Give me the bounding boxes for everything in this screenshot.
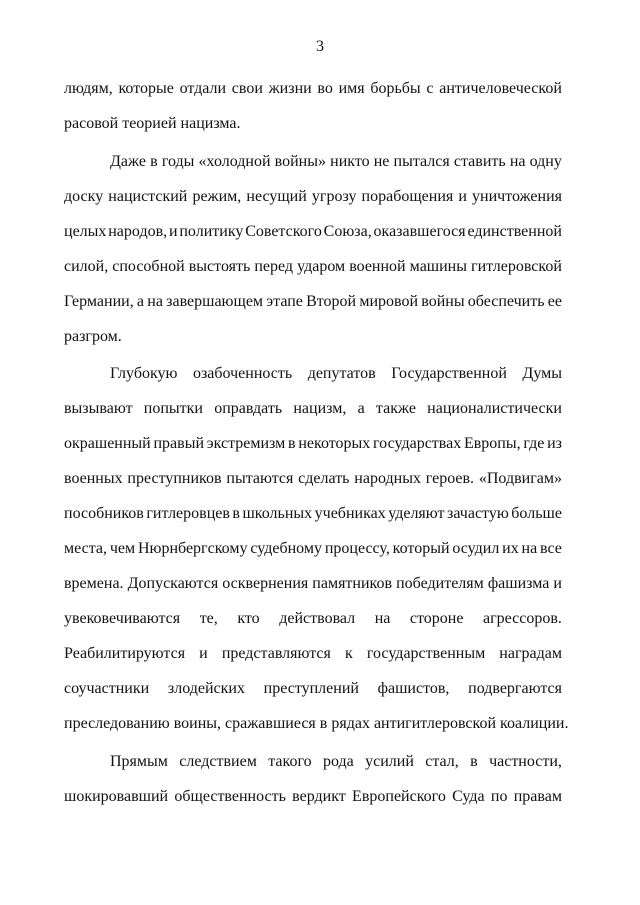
- word: уничтожения: [472, 188, 562, 205]
- text-line: [64, 399, 562, 419]
- word: злодейских: [167, 680, 245, 697]
- word: также: [375, 400, 416, 417]
- word: стороне: [409, 610, 464, 627]
- word: все: [540, 540, 562, 557]
- word: в: [288, 435, 296, 452]
- word: на: [147, 293, 163, 310]
- word: и: [168, 223, 178, 240]
- word: несущий: [246, 188, 307, 205]
- word: Допускаются: [127, 575, 219, 592]
- word: правам: [513, 788, 562, 805]
- word: в: [470, 753, 478, 770]
- word: единственной: [467, 223, 562, 240]
- word: правый: [153, 435, 204, 452]
- word: которые: [118, 80, 174, 97]
- word: учебниках: [314, 505, 386, 522]
- word: преступлений: [263, 680, 359, 697]
- word: машины: [409, 258, 467, 275]
- word: завершающем: [166, 293, 264, 310]
- word: пособников: [64, 505, 144, 522]
- word: режим,: [192, 188, 242, 205]
- word: с: [426, 80, 434, 97]
- word: государствах: [373, 435, 462, 452]
- word: на: [374, 610, 391, 627]
- word: гитлеровцев: [146, 505, 230, 522]
- word: по: [490, 788, 508, 805]
- word: имя: [338, 80, 365, 97]
- word: героев.: [425, 470, 475, 487]
- text-line: [64, 292, 562, 312]
- word: осквернения: [222, 575, 309, 592]
- word: а: [136, 293, 145, 310]
- word: порабощения: [361, 188, 454, 205]
- word: Прямым: [110, 753, 168, 770]
- text-line: [64, 187, 562, 207]
- word: отдали: [179, 80, 227, 97]
- word: Европы,: [463, 435, 521, 452]
- text-line: [110, 752, 562, 772]
- word: а: [357, 400, 365, 417]
- page-number: 3: [316, 38, 324, 55]
- word: ставить: [453, 153, 506, 170]
- word: больше: [511, 505, 562, 522]
- text-line: [110, 364, 562, 384]
- word: нацистский: [108, 188, 188, 205]
- word: мировой: [359, 293, 419, 310]
- word: обеспечить: [467, 293, 545, 310]
- word: из: [547, 435, 562, 452]
- word: Нюрнбергскому: [137, 540, 248, 557]
- word: военной: [349, 258, 406, 275]
- word: места,: [64, 540, 108, 557]
- text-line: [110, 152, 562, 172]
- word: пытаются: [226, 470, 294, 487]
- word: нацизм,: [293, 400, 347, 417]
- word: те,: [199, 610, 218, 627]
- word: Государственной: [391, 365, 507, 382]
- word: некоторых: [298, 435, 371, 452]
- word: народных: [354, 470, 421, 487]
- word: государственным: [366, 645, 486, 662]
- word: школьных: [242, 505, 313, 522]
- word: силой,: [64, 258, 109, 275]
- text-line: [64, 574, 562, 594]
- word: политику: [179, 223, 244, 240]
- word: их: [502, 540, 519, 557]
- word: где: [523, 435, 545, 452]
- word: во: [317, 80, 333, 97]
- text-line: расовой теорией нацизма.: [64, 115, 241, 132]
- word: экстремизм: [206, 435, 286, 452]
- word: действовал: [279, 610, 356, 627]
- word: зачастую: [447, 505, 509, 522]
- word: агрессоров.: [483, 610, 562, 627]
- word: Думы: [522, 365, 562, 382]
- word: оказавшегося: [373, 223, 466, 240]
- word: людям,: [64, 80, 113, 97]
- text-line: [64, 469, 562, 489]
- word: времена.: [64, 575, 124, 592]
- word: доску: [64, 188, 104, 205]
- word: победителям: [396, 575, 484, 592]
- word: наградам: [499, 645, 562, 662]
- word: войны: [421, 293, 465, 310]
- word: к: [344, 645, 353, 662]
- word: народов,: [108, 223, 168, 240]
- word: и: [458, 188, 467, 205]
- word: войны»: [274, 153, 326, 170]
- word: Суда: [452, 788, 485, 805]
- word: одну: [529, 153, 562, 170]
- word: борьбы: [370, 80, 421, 97]
- word: оправдать: [214, 400, 283, 417]
- word: целых: [64, 223, 107, 240]
- word: такого: [268, 753, 312, 770]
- word: стал,: [425, 753, 459, 770]
- word: осудил: [452, 540, 500, 557]
- word: в: [150, 153, 158, 170]
- word: Советского: [245, 223, 322, 240]
- word: попытки: [143, 400, 203, 417]
- word: Второй: [306, 293, 357, 310]
- word: свои: [231, 80, 263, 97]
- word: националистически: [427, 400, 562, 417]
- word: Реабилитируются: [64, 645, 186, 662]
- text-line: [64, 644, 562, 664]
- word: памятников: [312, 575, 393, 592]
- word: «холодной: [198, 153, 271, 170]
- text-line: [64, 787, 562, 807]
- word: судебному: [250, 540, 322, 557]
- text-line: [64, 222, 562, 242]
- text-line: [64, 679, 562, 699]
- text-line: [64, 257, 562, 277]
- text-line: преследованию воины, сражавшиеся в рядах антигитлеровской коалиции.: [64, 715, 569, 732]
- word: кто: [237, 610, 260, 627]
- word: следствием: [179, 753, 257, 770]
- word: шокировавший: [64, 788, 169, 805]
- word: военных: [64, 470, 123, 487]
- word: ее: [547, 293, 562, 310]
- word: на: [509, 153, 526, 170]
- word: фашизма: [487, 575, 550, 592]
- word: ударом: [297, 258, 346, 275]
- text-line: [64, 434, 562, 454]
- word: Глубокую: [110, 365, 178, 382]
- word: вердикт: [292, 788, 346, 805]
- text-line: [64, 504, 562, 524]
- word: который: [392, 540, 450, 557]
- word: депутатов: [307, 365, 376, 382]
- text-line: [64, 79, 562, 99]
- word: сделать: [298, 470, 350, 487]
- word: перед: [254, 258, 294, 275]
- word: чем: [109, 540, 136, 557]
- word: вызывают: [64, 400, 133, 417]
- word: и: [553, 575, 562, 592]
- word: и: [199, 645, 208, 662]
- word: «Подвигам»: [478, 470, 562, 487]
- word: представляются: [221, 645, 331, 662]
- word: частности,: [489, 753, 562, 770]
- word: усилий: [365, 753, 414, 770]
- word: никто: [330, 153, 370, 170]
- word: гитлеровской: [471, 258, 562, 275]
- word: способной: [112, 258, 185, 275]
- word: античеловеческой: [439, 80, 562, 97]
- text-line: [64, 609, 562, 629]
- word: Даже: [110, 153, 146, 170]
- word: озабоченность: [192, 365, 293, 382]
- word: годы: [161, 153, 195, 170]
- word: жизни: [268, 80, 312, 97]
- word: не: [373, 153, 390, 170]
- word: в: [232, 505, 240, 522]
- word: уделяют: [388, 505, 445, 522]
- word: выстоять: [188, 258, 251, 275]
- word: угрозу: [311, 188, 357, 205]
- word: Союза,: [323, 223, 372, 240]
- word: окрашенный: [64, 435, 151, 452]
- word: соучастники: [64, 680, 150, 697]
- text-line: разгром.: [64, 328, 122, 345]
- text-line: [64, 539, 562, 559]
- word: увековечиваются: [64, 610, 181, 627]
- word: этапе: [266, 293, 303, 310]
- word: преступников: [127, 470, 222, 487]
- word: рода: [322, 753, 354, 770]
- word: общественность: [174, 788, 286, 805]
- word: процессу,: [324, 540, 390, 557]
- word: Европейского: [352, 788, 446, 805]
- word: Германии,: [64, 293, 134, 310]
- word: пытался: [393, 153, 450, 170]
- word: фашистов,: [377, 680, 450, 697]
- word: на: [521, 540, 538, 557]
- word: подвергаются: [468, 680, 562, 697]
